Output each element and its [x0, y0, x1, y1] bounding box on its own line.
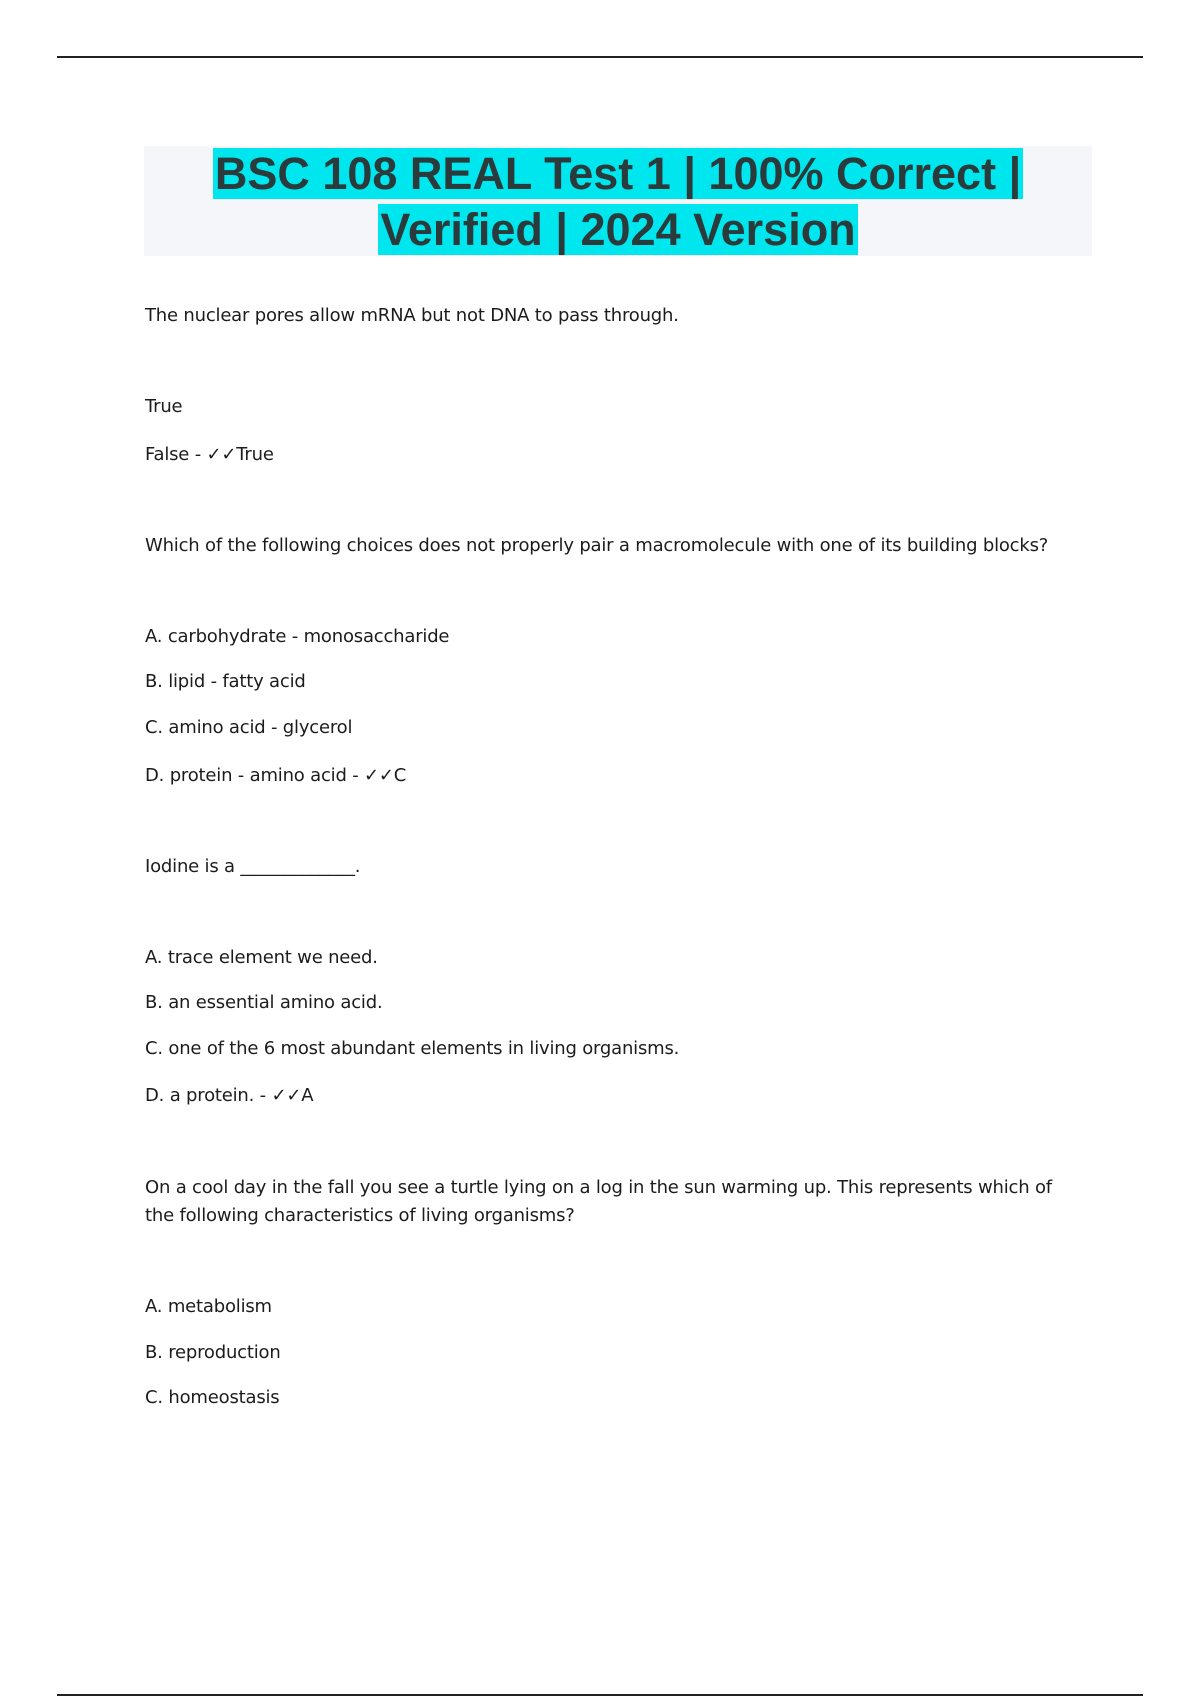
top-rule: [57, 56, 1143, 58]
answer-option: B. an essential amino acid.: [145, 992, 383, 1013]
answer-option: True: [145, 396, 183, 417]
question-prompt: Iodine is a _____________.: [145, 856, 361, 877]
question-prompt: On a cool day in the fall you see a turtle lying on a log in the sun warming up. This represents which of the following characteristics of living organisms?: [145, 1177, 1052, 1226]
answer-option: A. carbohydrate - monosaccharide: [145, 626, 450, 647]
title-banner: [144, 146, 1092, 256]
document-title: BSC 108 REAL Test 1 | 100% Correct | Verified | 2024 Version: [214, 148, 1022, 255]
answer-option: C. homeostasis: [145, 1387, 280, 1408]
answer-option: D. protein - amino acid - ✓✓C: [145, 765, 407, 786]
question-prompt: The nuclear pores allow mRNA but not DNA to pass through.: [145, 305, 679, 326]
answer-option: C. amino acid - glycerol: [145, 717, 353, 738]
answer-option: A. metabolism: [145, 1296, 272, 1317]
answer-option: False - ✓✓True: [145, 444, 274, 465]
answer-option: C. one of the 6 most abundant elements in living organisms.: [145, 1038, 680, 1059]
question-prompt: Which of the following choices does not properly pair a macromolecule with one of its building blocks?: [145, 535, 1049, 556]
answer-option: D. a protein. - ✓✓A: [145, 1085, 314, 1106]
answer-option: B. lipid - fatty acid: [145, 671, 306, 692]
answer-option: B. reproduction: [145, 1342, 281, 1363]
answer-option: A. trace element we need.: [145, 947, 378, 968]
bottom-rule: [57, 1694, 1143, 1696]
